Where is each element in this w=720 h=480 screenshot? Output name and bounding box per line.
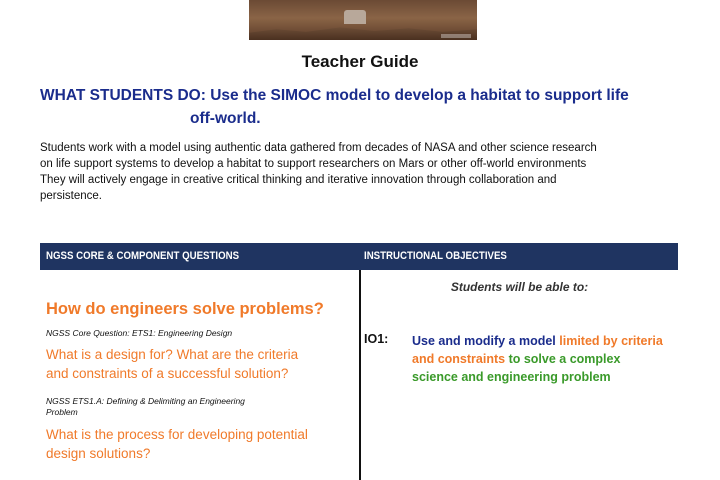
objective-id: IO1:	[364, 332, 389, 346]
page-title: Teacher Guide	[301, 52, 419, 71]
component-label-line: Problem	[46, 407, 78, 417]
intro-line: persistence.	[40, 190, 103, 202]
mars-habitat-image	[249, 0, 477, 40]
objective-part-constraints: limited by criteria and constraints	[412, 334, 663, 366]
what-students-do-heading-cont: off-world.	[190, 110, 261, 127]
students-will-label: Students will be able to:	[450, 280, 589, 294]
process-question-line: design solutions?	[46, 446, 151, 461]
intro-line: They will actively engage in creative critical thinking and iterative innovation through collaboration and	[40, 174, 557, 186]
component-label-line: NGSS ETS1.A: Defining & Delimiting an Engineering	[46, 396, 245, 406]
objective-part-model: Use and modify a model	[412, 334, 556, 348]
column-divider	[359, 270, 361, 480]
design-question	[46, 345, 351, 383]
process-question-line: What is the process for developing potential	[46, 427, 308, 442]
what-students-do-heading: WHAT STUDENTS DO: Use the SIMOC model to develop a habitat to support life	[40, 87, 629, 104]
habitat-module-shape	[344, 10, 366, 24]
photo-credit-mark	[441, 34, 471, 38]
header-instructional-objectives: INSTRUCTIONAL OBJECTIVES	[364, 250, 507, 262]
design-question-line: What is a design for? What are the criteria	[46, 347, 299, 362]
table-header	[40, 243, 678, 270]
process-question	[46, 425, 351, 463]
core-question-label: NGSS Core Question: ETS1: Engineering Design	[46, 328, 233, 338]
ngss-questions-column	[46, 300, 351, 463]
header-ngss-questions: NGSS CORE & COMPONENT QUESTIONS	[46, 250, 240, 262]
intro-line: Students work with a model using authentic data gathered from decades of NASA and other science research	[40, 142, 597, 154]
intro-line: on life support systems to develop a habitat to support researchers on Mars or other off-world environments	[40, 158, 587, 170]
main-question: How do engineers solve problems?	[46, 300, 324, 318]
intro-paragraph	[40, 140, 690, 204]
design-question-line: and constraints of a successful solution?	[46, 366, 289, 381]
objective-part-problem: complex science and engineering problem	[412, 352, 621, 384]
objective-text	[412, 332, 667, 386]
component-label	[46, 396, 351, 418]
objective-part-solve: to solve a	[508, 352, 567, 366]
